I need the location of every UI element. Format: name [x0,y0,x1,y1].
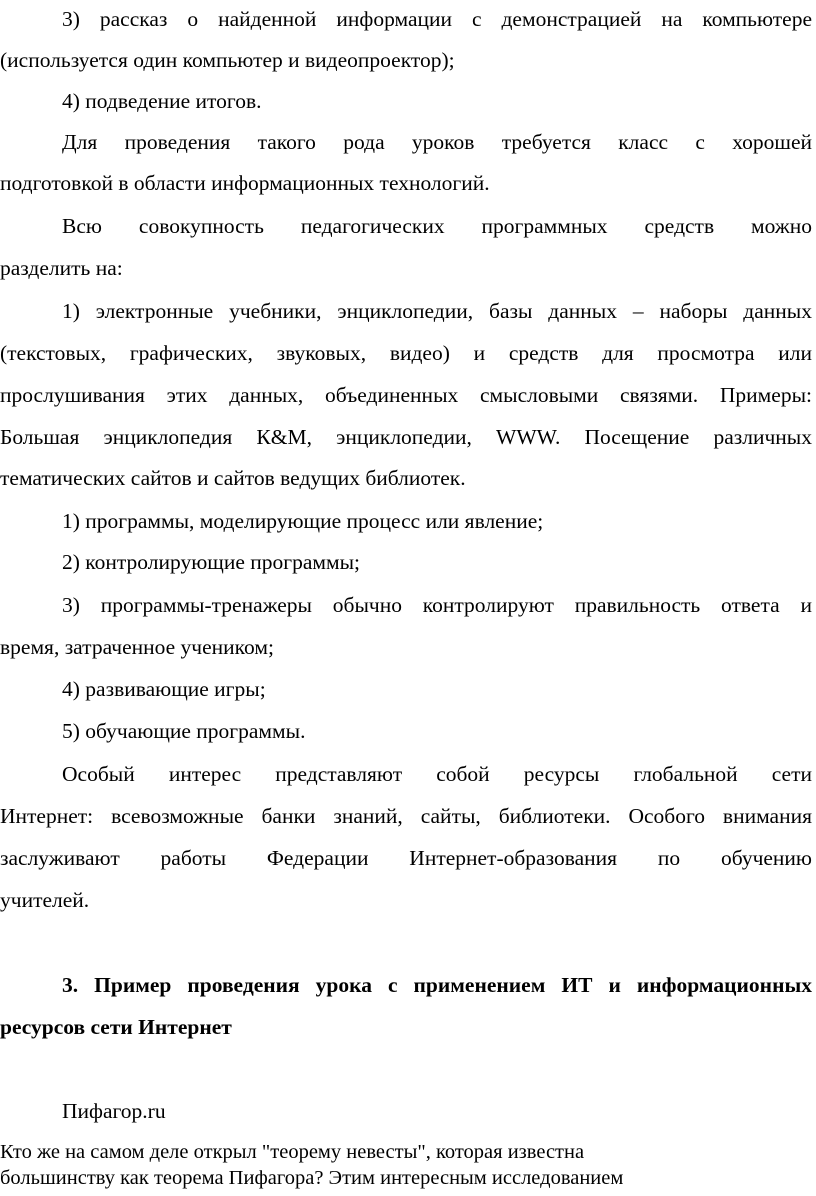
paragraph-line: заслуживают работы Федерации Интернет-образования по обучению [0,846,812,870]
paragraph-line: Особый интерес представляют собой ресурсы глобальной сети [62,762,812,786]
list-item: 2) контролирующие программы; [62,550,361,574]
paragraph-line: Для проведения такого рода уроков требуется класс с хорошей [62,130,812,154]
paragraph-line: подготовкой в области информационных технологий. [0,171,490,195]
list-item: 1) программы, моделирующие процесс или явление; [62,509,544,533]
paragraph-line: Интернет: всевозможные банки знаний, сайты, библиотеки. Особого внимания [0,804,812,828]
paragraph-line: 3) рассказ о найденной информации с демонстрацией на компьютере [62,7,812,31]
paragraph-line: (используется один компьютер и видеопроектор); [0,48,455,72]
section-heading: 3. Пример проведения урока с применением ИТ и информационных [62,973,812,997]
section-heading: ресурсов сети Интернет [0,1015,232,1039]
paragraph-line: 4) подведение итогов. [62,89,262,113]
paragraph-line: тематических сайтов и сайтов ведущих библиотек. [0,466,466,490]
paragraph-line: прослушивания этих данных, объединенных смысловыми связями. Примеры: [0,383,812,407]
paragraph-line: Кто же на самом деле открыл "теорему невесты", которая известна [0,1141,585,1163]
site-name: Пифагор.ru [62,1099,166,1123]
paragraph-line: Большая энциклопедия К&М, энциклопедии, WWW. Посещение различных [0,425,812,449]
list-item: время, затраченное учеником; [0,635,274,659]
paragraph-line: большинству как теорема Пифагора? Этим интересным исследованием [0,1167,624,1189]
paragraph-line: учителей. [0,888,90,912]
list-item: 4) развивающие игры; [62,677,266,701]
paragraph-line: 1) электронные учебники, энциклопедии, базы данных – наборы данных [62,299,812,323]
paragraph-line: Всю совокупность педагогических программных средств можно [62,214,812,238]
paragraph-line: (текстовых, графических, звуковых, видео) и средств для просмотра или [0,341,812,365]
list-item: 5) обучающие программы. [62,719,306,743]
list-item: 3) программы-тренажеры обычно контролируют правильность ответа и [62,593,812,617]
paragraph-line: разделить на: [0,256,123,280]
